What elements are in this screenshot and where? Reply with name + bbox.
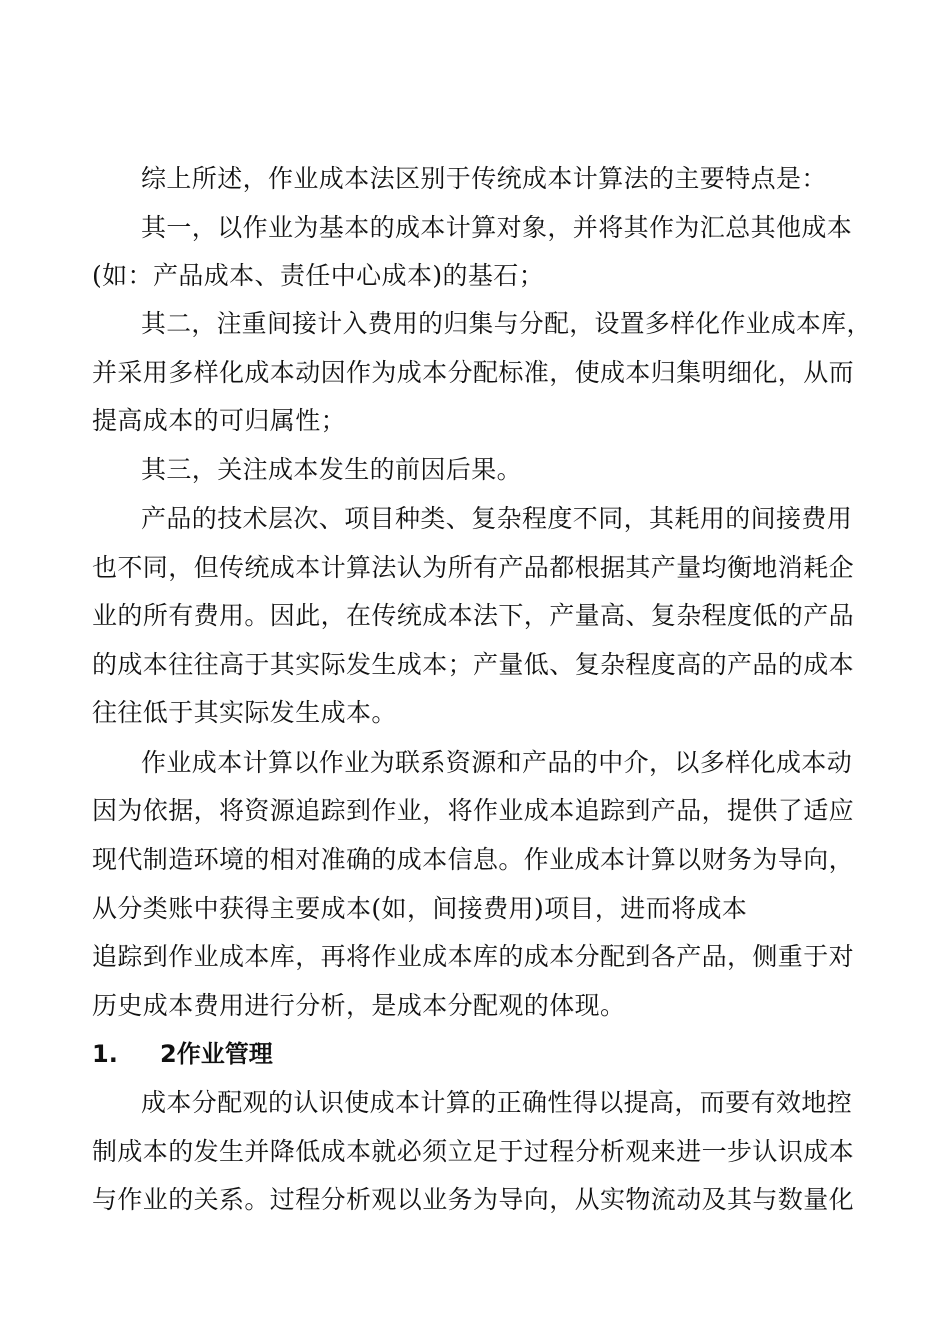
text-line: 的成本往往高于其实际发生成本；产量低、复杂程度高的产品的成本 (92, 650, 855, 679)
text-line: 现代制造环境的相对准确的成本信息。作业成本计算以财务为导向， (92, 845, 855, 874)
text-line: 综上所述，作业成本法区别于传统成本计算法的主要特点是： (141, 164, 827, 193)
text-line: 并采用多样化成本动因作为成本分配标准，使成本归集明细化，从而 (92, 358, 855, 387)
text-line: 与作业的关系。过程分析观以业务为导向，从实物流动及其与数量化 (92, 1185, 855, 1214)
text-line: 提高成本的可归属性； (92, 406, 347, 435)
text-line: 业的所有费用。因此，在传统成本法下，产量高、复杂程度低的产品 (92, 601, 855, 630)
text-line: 其二，注重间接计入费用的归集与分配，设置多样化作业成本库， (141, 309, 872, 338)
text-line: 成本分配观的认识使成本计算的正确性得以提高，而要有效地控 (141, 1088, 853, 1117)
section-title: 2作业管理 (160, 1040, 273, 1068)
text-line: 也不同，但传统成本计算法认为所有产品都根据其产量均衡地消耗企 (92, 553, 855, 582)
text-line: 其三，关注成本发生的前因后果。 (141, 455, 523, 484)
text-line: 作业成本计算以作业为联系资源和产品的中介，以多样化成本动 (141, 748, 853, 777)
text-line: 从分类账中获得主要成本(如，间接费用)项目，进而将成本 (92, 894, 748, 923)
section-heading (92, 1038, 273, 1070)
text-line: 往往低于其实际发生成本。 (92, 698, 397, 727)
text-line: (如：产品成本、责任中心成本)的基石； (92, 261, 545, 290)
text-line: 其一，以作业为基本的成本计算对象，并将其作为汇总其他成本 (141, 213, 853, 242)
text-line: 因为依据，将资源追踪到作业，将作业成本追踪到产品，提供了适应 (92, 796, 855, 825)
section-number: 1. (92, 1040, 118, 1068)
text-line: 制成本的发生并降低成本就必须立足于过程分析观来进一步认识成本 (92, 1137, 855, 1166)
text-line: 产品的技术层次、项目种类、复杂程度不同，其耗用的间接费用 (141, 504, 853, 533)
text-line: 追踪到作业成本库，再将作业成本库的成本分配到各产品，侧重于对 (92, 942, 855, 971)
text-line: 历史成本费用进行分析，是成本分配观的体现。 (92, 991, 626, 1020)
